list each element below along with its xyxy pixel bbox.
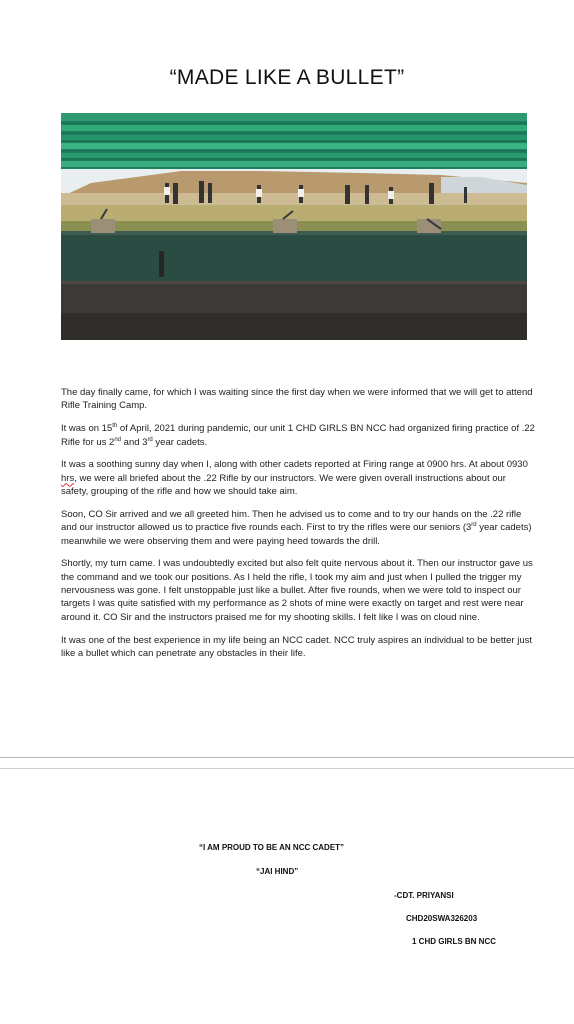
paragraph-4-text-a: Soon, CO Sir arrived and we all greeted him. Then he advised us to come and to try our hands on the .22 rifle and our instructor allowed us to practice five rounds each. First to try the rifles were our seniors (3 bbox=[61, 508, 522, 534]
paragraph-5-text: Shortly, my turn came. I was undoubtedly excited but also felt quite nervous about it. Then our instructor gave us the command and we took our positions. As I held the rifle, I took my aim and just when I pulled the trigger my nervousness was gone. I felt unstoppable just like a bullet. After five rounds, when we were told to inspect our targets I was quite satisfied with my performance as 2 shots of mine were exactly on target and rest were near around it. CO Sir and the instructors praised me for my shooting skills. I felt like I was on cloud nine. bbox=[61, 558, 533, 623]
slogan: “I AM PROUD TO BE AN NCC CADET” bbox=[199, 843, 345, 852]
document-title: “MADE LIKE A BULLET” bbox=[169, 66, 405, 89]
paragraph-4 bbox=[61, 508, 535, 548]
paragraph-2-text-c: and 3 bbox=[121, 436, 148, 448]
paragraph-3-text-b: , we were all briefed about the .22 Rifle by our instructors. We were given overall instructions about our safety, grouping of the rifle and how we should take aim. bbox=[61, 472, 506, 498]
cadet-name: -CDT. PRIYANSI bbox=[394, 891, 454, 900]
spellcheck-word: hrs bbox=[61, 472, 75, 484]
paragraph-2-text-b: of April, 2021 during pandemic, our unit 1 CHD GIRLS BN NCC had organized firing practice of .22 Rifle for us 2 bbox=[61, 423, 535, 448]
paragraph-2-text-a: It was on 15 bbox=[61, 423, 113, 435]
article-body bbox=[61, 386, 535, 670]
unit-name: 1 CHD GIRLS BN NCC bbox=[412, 937, 497, 946]
superscript-nd: nd bbox=[114, 436, 122, 443]
page-divider-bottom bbox=[0, 768, 574, 769]
paragraph-1-text: The day finally came, for which I was waiting since the first day when we were informed that we will get to attend Rifle Training Camp. bbox=[61, 387, 533, 412]
paragraph-2 bbox=[61, 422, 535, 449]
superscript-rd: rd bbox=[471, 522, 477, 529]
paragraph-6-text: It was one of the best experience in my life being an NCC cadet. NCC truly aspires an individual to be better just like a bullet which can penetrate any obstacles in their life. bbox=[61, 634, 533, 659]
superscript-th: th bbox=[112, 423, 118, 430]
shooting-range-photo bbox=[61, 113, 527, 340]
paragraph-5 bbox=[61, 557, 535, 624]
paragraph-4-text-b: year cadets) meanwhile we were observing them and were paying heed towards the drill. bbox=[61, 522, 532, 547]
paragraph-3-text-a: It was a soothing sunny day when I, along with other cadets reported at Firing range at 0900 hrs. At about 0930 bbox=[61, 459, 528, 471]
paragraph-6 bbox=[61, 634, 535, 661]
paragraph-3 bbox=[61, 458, 535, 498]
superscript-rd: rd bbox=[147, 436, 153, 443]
regimental-number: CHD20SWA326203 bbox=[406, 914, 478, 923]
paragraph-1 bbox=[61, 386, 535, 413]
page-divider-top bbox=[0, 757, 574, 758]
paragraph-2-text-d: year cadets. bbox=[152, 436, 208, 448]
jai-hind: “JAI HIND” bbox=[256, 867, 299, 876]
